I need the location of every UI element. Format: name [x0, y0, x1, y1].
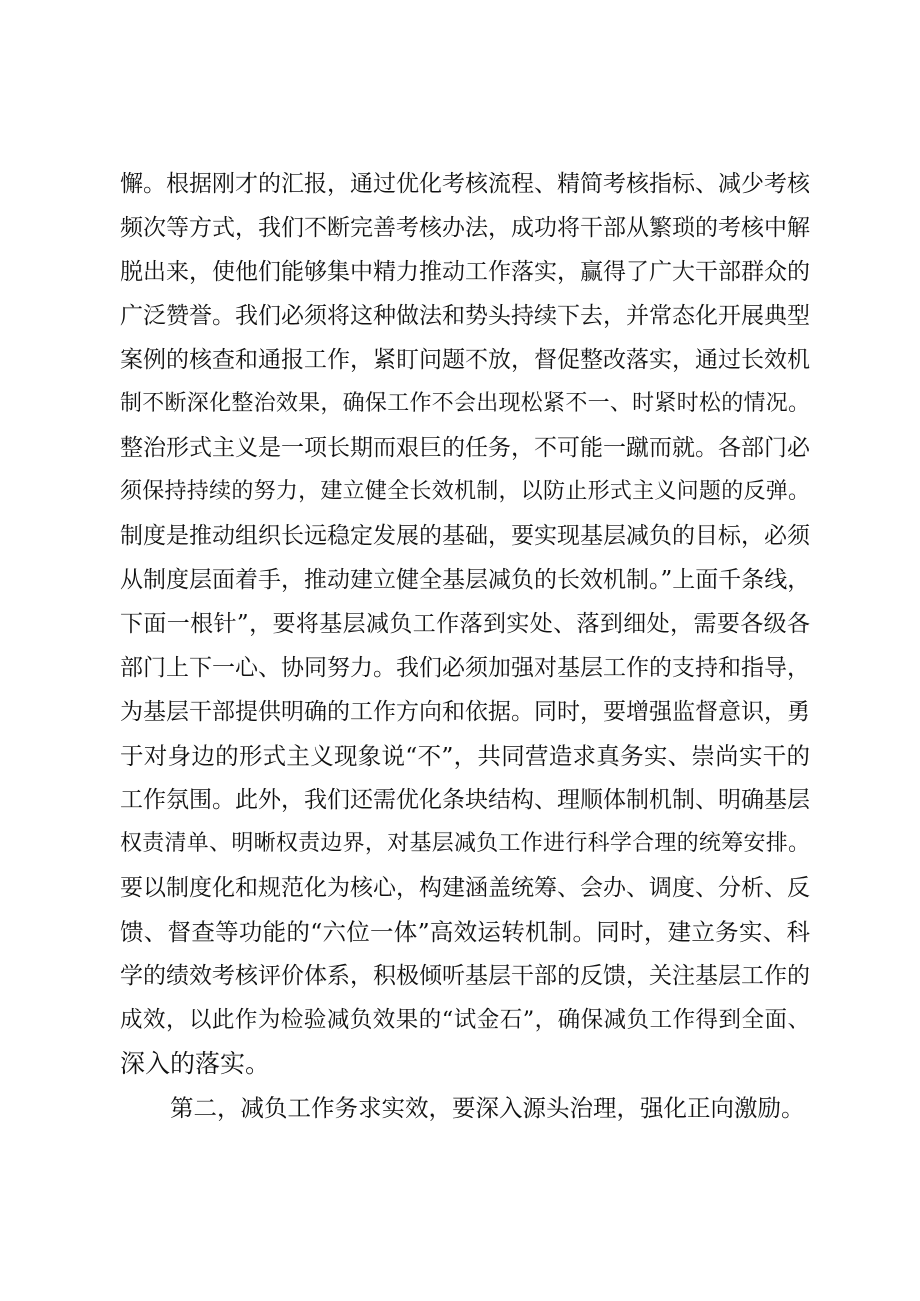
body-text-line: 成效，以此作为检验减负效果的“试金石”，确保减负工作得到全面、 — [120, 1007, 810, 1033]
body-text-line: 工作氛围。此外，我们还需优化条块结构、理顺体制机制、明确基层 — [120, 787, 810, 813]
body-text-line: 馈、督查等功能的“六位一体”高效运转机制。同时，建立务实、科 — [120, 918, 810, 946]
body-text-line: 须保持持续的努力，建立健全长效机制，以防止形式主义问题的反弹。 — [120, 479, 810, 504]
section-heading-paragraph: 第二，减负工作务求实效，要深入源头治理，强化正向激励。 — [170, 1094, 805, 1122]
body-text-line: 整治形式主义是一项长期而艰巨的任务，不可能一蹴而就。各部门必 — [120, 435, 810, 461]
body-text-line: 频次等方式，我们不断完善考核办法，成功将干部从繁琐的考核中解 — [120, 215, 810, 241]
body-text-line: 部门上下一心、协同努力。我们必须加强对基层工作的支持和指导， — [120, 655, 810, 681]
body-text-line: 下面一根针”，要将基层减负工作落到实处、落到细处，需要各级各 — [120, 611, 810, 637]
body-text-line: 制不断深化整治效果，确保工作不会出现松紧不一、时紧时松的情况。 — [120, 391, 810, 416]
body-text-line: 学的绩效考核评价体系，积极倾听基层干部的反馈，关注基层工作的 — [120, 963, 810, 989]
body-text-line: 懈。根据刚才的汇报，通过优化考核流程、精简考核指标、减少考核 — [120, 171, 810, 197]
body-text-line: 于对身边的形式主义现象说“不”，共同营造求真务实、崇尚实干的 — [120, 742, 810, 770]
body-text-line: 深入的落实。 — [120, 1049, 271, 1078]
body-text-line: 案例的核查和通报工作，紧盯问题不放，督促整改落实，通过长效机 — [120, 347, 810, 373]
body-text-line: 脱出来，使他们能够集中精力推动工作落实，赢得了广大干部群众的 — [120, 259, 810, 285]
body-text-line: 要以制度化和规范化为核心，构建涵盖统筹、会办、调度、分析、反 — [120, 875, 810, 901]
body-text-line: 从制度层面着手，推动建立健全基层减负的长效机制。”上面千条线， — [120, 567, 811, 593]
body-text-line: 制度是推动组织长远稳定发展的基础，要实现基层减负的目标，必须 — [120, 523, 810, 549]
body-text-line: 广泛赞誉。我们必须将这种做法和势头持续下去，并常态化开展典型 — [120, 303, 810, 329]
body-text-line: 为基层干部提供明确的工作方向和依据。同时，要增强监督意识，勇 — [120, 699, 810, 725]
body-text-line: 权责清单、明晰权责边界，对基层减负工作进行科学合理的统筹安排。 — [120, 831, 810, 856]
